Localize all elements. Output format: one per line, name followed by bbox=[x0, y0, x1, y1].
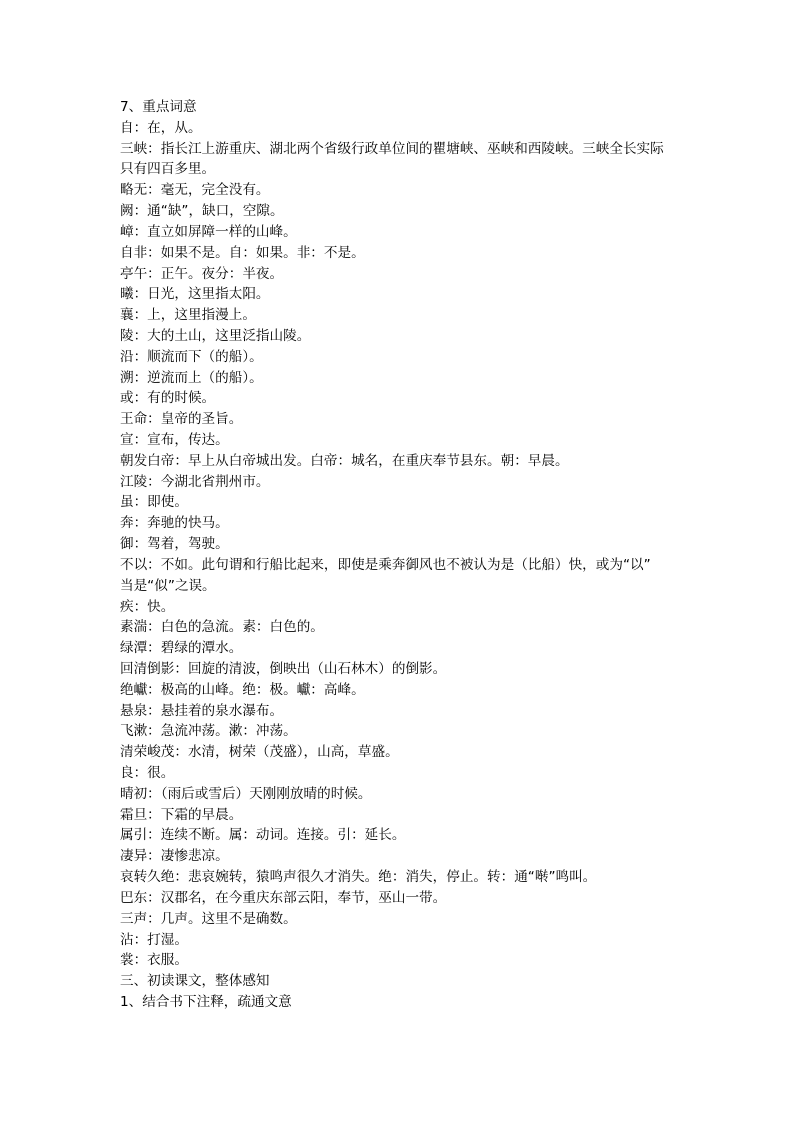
gloss-line: 凄异：凄惨悲凉。 bbox=[120, 848, 229, 865]
gloss-line: 曦：日光，这里指太阳。 bbox=[120, 286, 270, 303]
gloss-line: 江陵：今湖北省荆州市。 bbox=[120, 473, 270, 490]
gloss-line: 陵：大的土山，这里泛指山陵。 bbox=[120, 327, 311, 344]
gloss-line: 沿：顺流而下（的船）。 bbox=[120, 348, 263, 365]
gloss-line: 略无：毫无，完全没有。 bbox=[120, 182, 270, 199]
gloss-line: 疾：快。 bbox=[120, 598, 175, 615]
gloss-line: 王命：皇帝的圣旨。 bbox=[120, 411, 243, 428]
gloss-line-continuation: 当是“似”之误。 bbox=[120, 577, 216, 594]
gloss-line: 绿潭：碧绿的潭水。 bbox=[120, 640, 243, 657]
gloss-line: 裳：衣服。 bbox=[120, 952, 188, 969]
gloss-line: 哀转久绝：悲哀婉转，猿鸣声很久才消失。绝：消失，停止。转：通“啭”鸣叫。 bbox=[120, 869, 597, 886]
gloss-line: 属引：连续不断。属：动词。连接。引：延长。 bbox=[120, 827, 406, 844]
gloss-line: 阙：通“缺”，缺口，空隙。 bbox=[120, 203, 284, 220]
gloss-line: 襄：上，这里指漫上。 bbox=[120, 307, 256, 324]
gloss-line: 三声：几声。这里不是确数。 bbox=[120, 910, 297, 927]
document-body bbox=[120, 97, 680, 1013]
gloss-line: 宣：宣布，传达。 bbox=[120, 432, 229, 448]
section-heading-key-words: 7、重点词意 bbox=[120, 99, 197, 115]
gloss-line: 清荣峻茂：水清，树荣（茂盛），山高，草盛。 bbox=[120, 744, 399, 761]
gloss-line: 悬泉：悬挂着的泉水瀑布。 bbox=[120, 702, 284, 719]
gloss-line: 晴初：（雨后或雪后）天刚刚放晴的时候。 bbox=[120, 785, 372, 802]
gloss-line: 沾：打湿。 bbox=[120, 931, 188, 948]
gloss-line: 三峡：指长江上游重庆、湖北两个省级行政单位间的瞿塘峡、巫峡和西陵峡。三峡全长实际 bbox=[120, 140, 664, 157]
gloss-line: 溯：逆流而上（的船）。 bbox=[120, 369, 263, 386]
gloss-line: 虽：即使。 bbox=[120, 494, 188, 511]
gloss-line: 绝巘：极高的山峰。绝：极。巘：高峰。 bbox=[120, 681, 365, 698]
subsection-heading-annotations: 1、结合书下注释，疏通文意 bbox=[120, 993, 292, 1010]
gloss-line: 不以：不如。此句谓和行船比起来，即使是乘奔御风也不被认为是（比船）快，或为“以” bbox=[120, 556, 651, 573]
gloss-line: 霜旦：下霜的早晨。 bbox=[120, 806, 243, 823]
gloss-line: 或：有的时候。 bbox=[120, 390, 216, 407]
gloss-line: 朝发白帝：早上从白帝城出发。白帝：城名，在重庆奉节县东。朝：早晨。 bbox=[120, 452, 569, 469]
section-heading-first-reading: 三、初读课文，整体感知 bbox=[120, 973, 270, 990]
gloss-line: 良：很。 bbox=[120, 765, 175, 781]
gloss-line: 嶂：直立如屏障一样的山峰。 bbox=[120, 223, 297, 240]
gloss-line: 自非：如果不是。自：如果。非：不是。 bbox=[120, 244, 365, 261]
gloss-line: 奔：奔驰的快马。 bbox=[120, 515, 229, 532]
gloss-line: 自：在，从。 bbox=[120, 119, 202, 136]
gloss-line-continuation: 只有四百多里。 bbox=[120, 161, 216, 178]
gloss-line: 御：驾着，驾驶。 bbox=[120, 536, 229, 553]
gloss-line: 巴东：汉郡名，在今重庆东部云阳，奉节，巫山一带。 bbox=[120, 889, 447, 906]
gloss-line: 飞漱：急流冲荡。漱：冲荡。 bbox=[120, 723, 297, 740]
gloss-line: 亭午：正午。夜分：半夜。 bbox=[120, 265, 284, 282]
gloss-line: 回清倒影：回旋的清波，倒映出（山石林木）的倒影。 bbox=[120, 660, 447, 677]
gloss-line: 素湍：白色的急流。素：白色的。 bbox=[120, 619, 324, 636]
